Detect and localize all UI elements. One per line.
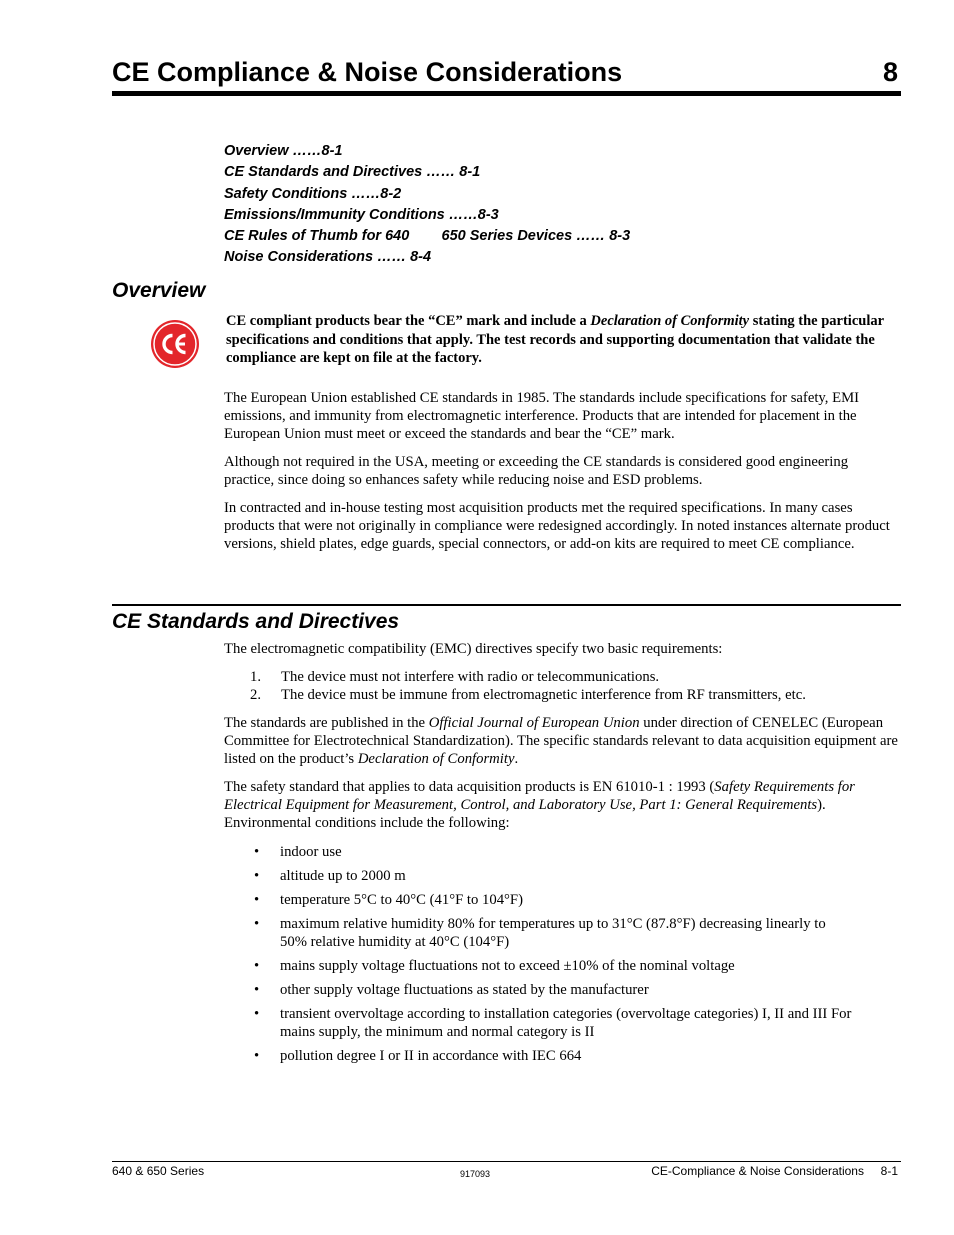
standards-paragraph: The standards are published in the Official Journal of European Union under direction of CENELEC (European Committee for Electrotechnical Standardization). The specific standards relevant to data acquisition equipment are listed on the product’s Declaration of Conformity. [224,715,898,767]
toc-entry[interactable]: Noise Considerations …… 8-4 [224,249,432,266]
footer-center: 917093 [460,1169,491,1179]
toc-entry[interactable]: Safety Conditions ……8-2 [224,185,402,202]
overview-paragraph: The European Union established CE standards in 1985. The standards include specifications for safety, EMI emissions, and immunity from electromagnetic interference. Products that are intended for placement in the European Union must meet or exceed the standards and bear the “CE” mark. [224,390,860,442]
list-item: 1. The device must not interfere with radio or telecommunications. [250,669,660,685]
list-item: • mains supply voltage fluctuations not to exceed ±10% of the nominal voltage [254,958,735,974]
overview-paragraph: In contracted and in-house testing most acquisition products met the required specifications. In many cases products that were not originally in compliance were redesigned accordingly. In noted instances alternate product versions, shield plates, edge guards, special connectors, or add-on kits are required to meet CE compliance. [224,500,890,552]
overview-paragraph: Although not required in the USA, meeting or exceeding the CE standards is considered good engineering practice, since doing so enhances safety while reducing noise and ESD problems. [224,454,849,488]
toc-entry[interactable]: CE Rules of Thumb for 640 650 Series Devices …… 8-3 [224,228,631,245]
page-title: CE Compliance & Noise Considerations [112,57,623,87]
standards-paragraph: The electromagnetic compatibility (EMC) directives specify two basic requirements: [224,641,723,657]
toc-entry[interactable]: Overview ……8-1 [224,143,343,159]
list-item: • pollution degree I or II in accordance with IEC 664 [254,1048,582,1064]
footer-right: CE-Compliance & Noise Considerations 8-1 [651,1164,898,1178]
list-item: • maximum relative humidity 80% for temperatures up to 31°C (87.8°F) decreasing linearly to 50% relative humidity at 40°C (104°F) [254,916,826,950]
ce-mark-icon [150,319,200,369]
section-rule [112,604,901,606]
requirements-list [250,668,806,704]
overview-intro: CE compliant products bear the “CE” mark and include a Declaration of Conformity stating the particular specifications and conditions that apply. The test records and supporting documentation that validate the compliance are kept on file at the factory. [226,313,884,366]
standards-paragraph: The safety standard that applies to data acquisition products is EN 61010-1 : 1993 (Safety Requirements for Electrical Equipment for Measurement, Control, and Laboratory Use, Part 1: General Requirements). Environmental conditions include the following: [224,779,855,831]
toc-entry[interactable]: Emissions/Immunity Conditions ……8-3 [224,206,499,223]
list-item: • altitude up to 2000 m [254,868,406,884]
list-item: • other supply voltage fluctuations as stated by the manufacturer [254,982,649,998]
toc-entry[interactable]: CE Standards and Directives …… 8-1 [224,164,481,181]
header-rule [112,91,901,96]
list-item: 2. The device must be immune from electromagnetic interference from RF transmitters, etc. [250,687,806,703]
list-item: • temperature 5°C to 40°C (41°F to 104°F) [254,892,523,908]
overview-heading: Overview [112,279,206,302]
page-header [112,54,900,90]
list-item: • transient overvoltage according to installation categories (overvoltage categories) I, II and III For mains supply, the minimum and normal category is II [254,1006,852,1040]
list-item: • indoor use [254,844,342,860]
standards-heading: CE Standards and Directives [112,610,400,633]
chapter-number: 8 [882,57,898,87]
conditions-list [254,843,894,1071]
footer-rule [112,1161,901,1162]
table-of-contents [224,141,630,269]
footer-left: 640 & 650 Series [112,1164,205,1178]
